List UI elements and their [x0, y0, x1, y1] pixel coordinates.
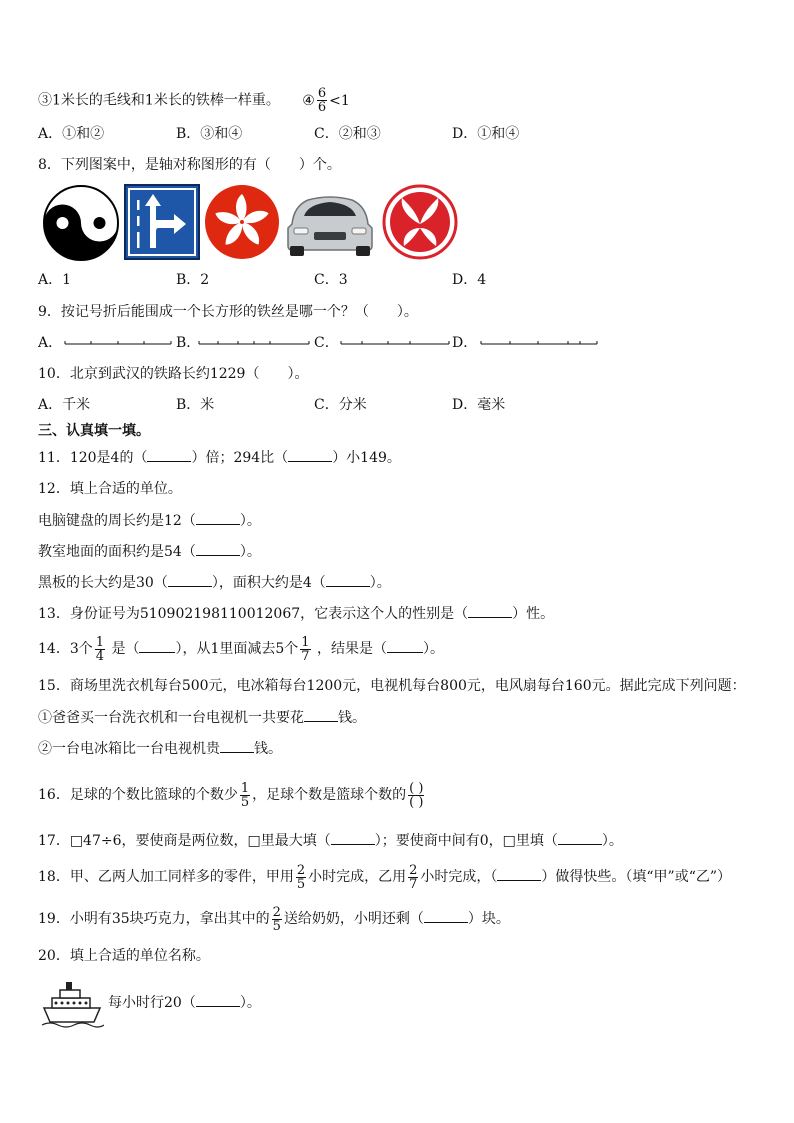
q9-option-d[interactable]: D． [452, 335, 478, 351]
q14-part-a: 14．3个 [38, 641, 93, 657]
q17-blank-1[interactable] [331, 830, 375, 845]
q18-f2-den: 7 [409, 876, 418, 892]
q20-blank[interactable] [196, 992, 240, 1007]
q16-part-b: ，足球个数是篮球个数的 [252, 787, 407, 803]
q8-option-d[interactable]: D．4 [452, 272, 487, 288]
q11-blank-2[interactable] [288, 447, 332, 462]
q18-part-c: 小时完成，（ [420, 869, 498, 885]
q10-option-c[interactable]: C．分米 [314, 397, 367, 413]
q14-fraction-2 [300, 636, 310, 663]
q10-option-a[interactable]: A．千米 [38, 397, 91, 413]
hong-kong-flag-icon [204, 184, 280, 260]
q15-s1-b: 钱。 [338, 710, 366, 726]
yin-yang-icon [40, 184, 122, 262]
q15-sub-1 [38, 707, 366, 728]
q12-line-1 [38, 510, 261, 531]
q13-blank[interactable] [468, 603, 512, 618]
wire-d-icon [480, 340, 598, 346]
q15-s2-b: 钱。 [254, 741, 282, 757]
q13-part-a: 13．身份证号为510902198110012067，它表示这个人的性别是（ [38, 606, 469, 622]
q20-title: 20．填上合适的单位名称。 [38, 948, 210, 964]
q14-part-e: ，结果是（ [317, 641, 388, 657]
q7-s4-suffix: <1 [329, 92, 350, 109]
q9-option-c[interactable]: C． [314, 335, 339, 351]
ship-icon [40, 978, 104, 1028]
q10-option-d[interactable]: D．毫米 [452, 397, 506, 413]
q18-part-a: 18．甲、乙两人加工同样多的零件，甲用 [38, 869, 294, 885]
q10-option-b[interactable]: B．米 [176, 397, 215, 413]
q11-blank-1[interactable] [147, 447, 191, 462]
q16-answer-num[interactable]: ( ) [409, 780, 424, 796]
section-3-heading: 三、认真填一填。 [38, 423, 150, 439]
q19-blank[interactable] [424, 908, 468, 923]
q12-blank-3[interactable] [168, 572, 212, 587]
q12-l1-a: 电脑键盘的周长约是12（ [38, 513, 196, 529]
q14-part-b: 是（ [111, 641, 140, 657]
q16-answer-fraction[interactable] [408, 782, 424, 809]
q15-sub-2 [38, 738, 282, 759]
q18-part-b: 小时完成，乙用 [308, 869, 407, 885]
q14-blank-1[interactable] [139, 638, 175, 653]
q18-part-d: ）做得快些。（填“甲”或“乙”） [541, 869, 732, 885]
q8-option-a[interactable]: A．1 [38, 272, 72, 288]
q7-fraction [317, 87, 327, 114]
q20-part-b: ）。 [239, 995, 261, 1011]
q20-part-a: 每小时行20（ [108, 995, 196, 1011]
q18-f1-num: 2 [296, 862, 306, 878]
q7-statement-4 [302, 86, 350, 115]
wire-c-icon [340, 340, 450, 346]
q7-option-c[interactable]: C．②和③ [314, 126, 381, 142]
dongfeng-logo-icon [382, 184, 458, 260]
q14-f2-num: 1 [301, 634, 310, 650]
q14-fraction-1 [95, 636, 105, 663]
wire-b-icon [198, 340, 310, 346]
traffic-sign-icon [124, 184, 200, 260]
q16-fraction [240, 782, 250, 809]
q12-blank-2[interactable] [196, 541, 240, 556]
q12-blank-1[interactable] [196, 510, 240, 525]
q11-part-a: 11．120是4的（ [38, 450, 148, 466]
q7-frac-den: 6 [317, 100, 327, 115]
q15-blank-2[interactable] [220, 738, 254, 753]
q11-part-b: ）倍；294比（ [191, 450, 289, 466]
q7-frac-num: 6 [317, 86, 327, 101]
q14 [38, 634, 444, 664]
q17-part-b: ）；要使商中间有0，□里填（ [374, 833, 558, 849]
q17 [38, 830, 623, 851]
q17-part-a: 17．□47÷6，要使商是两位数，□里最大填（ [38, 833, 331, 849]
q14-part-c: ），从1里面减去5个 [175, 641, 299, 657]
q19-part-b: 送给奶奶，小明还剩（ [283, 911, 424, 927]
q16-f-den: 5 [240, 794, 250, 810]
q19-fraction [272, 906, 282, 933]
q12-title: 12．填上合适的单位。 [38, 481, 182, 497]
q19-part-a: 19．小明有35块巧克力，拿出其中的 [38, 911, 270, 927]
q7-statements [38, 87, 350, 114]
q18-fraction-2 [408, 864, 418, 891]
q18-fraction-1 [296, 864, 306, 891]
q9-option-a[interactable]: A． [38, 335, 63, 351]
q20-line [108, 992, 261, 1013]
q18-f2-num: 2 [409, 862, 418, 878]
q19-f-num: 2 [272, 904, 281, 920]
q19-f-den: 5 [272, 918, 281, 934]
q19 [38, 904, 510, 934]
q7-option-d[interactable]: D．①和④ [452, 126, 520, 142]
q12-l2-b: ）。 [239, 544, 261, 560]
q8-option-c[interactable]: C．3 [314, 272, 348, 288]
q15-s2-a: ②一台电冰箱比一台电视机贵 [38, 741, 220, 757]
q7-option-a[interactable]: A．①和② [38, 126, 105, 142]
q9-option-b[interactable]: B． [176, 335, 201, 351]
q12-l3-b: ），面积大约是4（ [211, 575, 326, 591]
q9-question: 9．按记号折后能围成一个长方形的铁丝是哪一个？（ ）。 [38, 304, 418, 320]
q15-blank-1[interactable] [304, 707, 338, 722]
q12-line-2 [38, 541, 261, 562]
q17-part-c: ）。 [601, 833, 623, 849]
q7-option-b[interactable]: B．③和④ [176, 126, 243, 142]
q15-question: 15．商场里洗衣机每台500元，电冰箱每台1200元，电视机每台800元，电风扇每台160元。据此完成下列问题： [38, 678, 746, 694]
q10-question: 10．北京到武汉的铁路长约1229（ ）。 [38, 366, 309, 382]
q12-blank-4[interactable] [326, 572, 370, 587]
q13-part-b: ）性。 [512, 606, 555, 622]
q16-f-num: 1 [240, 780, 250, 796]
q11-part-c: ）小149。 [332, 450, 401, 466]
q11 [38, 447, 401, 468]
q12-l3-c: ）。 [369, 575, 391, 591]
q15-s1-a: ①爸爸买一台洗衣机和一台电视机一共要花 [38, 710, 304, 726]
q18-blank[interactable] [497, 866, 541, 881]
q14-f1-den: 4 [95, 648, 105, 664]
q14-blank-2[interactable] [387, 638, 423, 653]
q13 [38, 603, 554, 624]
q16-answer-den[interactable]: ( ) [409, 794, 424, 810]
q14-f2-den: 7 [301, 648, 310, 664]
q7-s4-prefix: ④ [302, 92, 315, 109]
wire-a-icon [64, 340, 172, 346]
q16 [38, 778, 426, 812]
car-icon [282, 184, 378, 260]
q12-l1-b: ）。 [239, 513, 261, 529]
q7-statement-3: ③1米长的毛线和1米长的铁棒一样重。 [38, 92, 280, 109]
q8-option-b[interactable]: B．2 [176, 272, 210, 288]
q12-l2-a: 教室地面的面积约是54（ [38, 544, 196, 560]
q12-line-3 [38, 572, 391, 593]
q16-part-a: 16．足球的个数比篮球的个数少 [38, 787, 238, 803]
q18-f1-den: 5 [296, 876, 306, 892]
q12-l3-a: 黑板的长大约是30（ [38, 575, 168, 591]
q19-part-c: ）块。 [467, 911, 510, 927]
q8-question: 8．下列图案中，是轴对称图形的有（ ）个。 [38, 157, 341, 173]
q14-part-f: ）。 [423, 641, 445, 657]
q17-blank-2[interactable] [558, 830, 602, 845]
q18 [38, 862, 731, 892]
q14-f1-num: 1 [95, 634, 105, 650]
